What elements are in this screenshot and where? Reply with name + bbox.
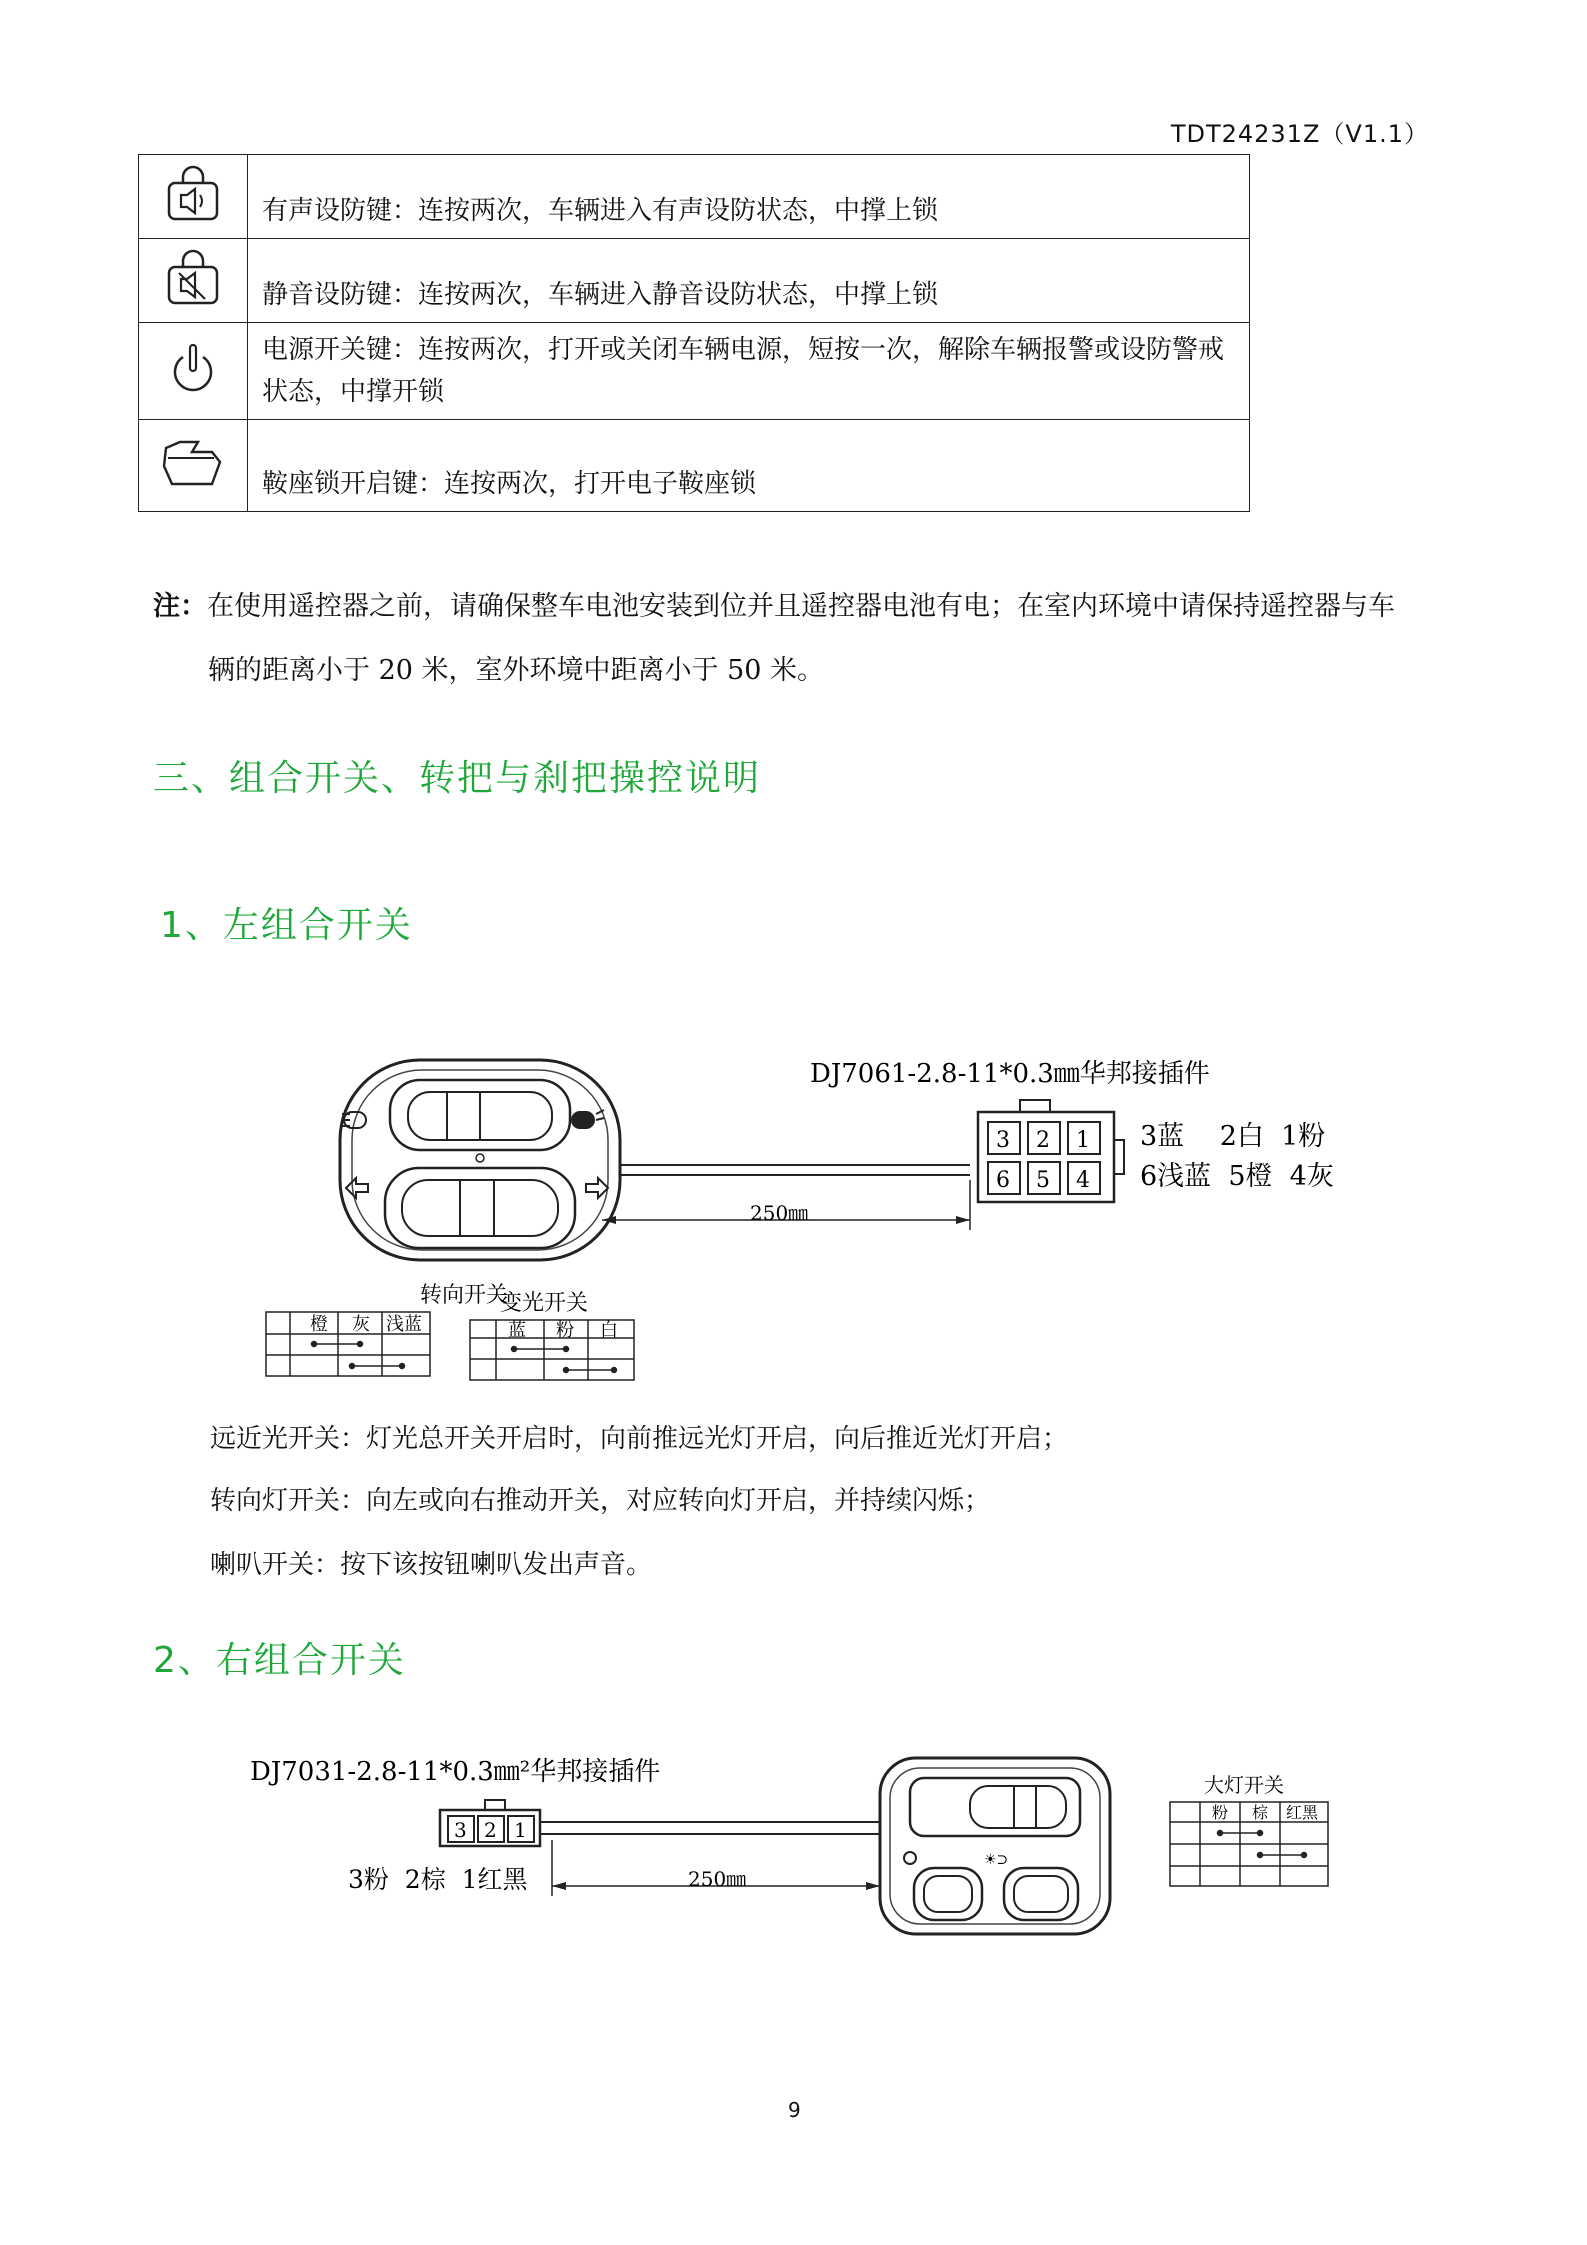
- beam-col: 蓝: [508, 1320, 526, 1341]
- mute-lock-icon: [139, 239, 248, 323]
- pin-label: 3: [996, 1128, 1010, 1153]
- lamp-col: 粉: [1212, 1803, 1229, 1822]
- beam-table-title: 变光开关: [500, 1291, 589, 1316]
- page-number: 9: [788, 2098, 801, 2122]
- turn-switch-desc: 转向灯开关：向左或向右推动开关，对应转向灯开启，并持续闪烁；: [210, 1486, 991, 1516]
- cable-length: 250㎜: [688, 1867, 747, 1891]
- speaker-lock-icon: [139, 155, 248, 239]
- wire-colors-2: 6浅蓝 5橙 4灰: [1140, 1161, 1334, 1192]
- cable-length: 250㎜: [750, 1201, 809, 1225]
- pin-label: 2: [484, 1818, 497, 1842]
- pin-label: 6: [996, 1168, 1010, 1193]
- pin-label: 4: [1076, 1168, 1090, 1193]
- lamp-col: 棕: [1252, 1803, 1269, 1822]
- pin-label: 1: [1076, 1128, 1090, 1153]
- button-desc: 有声设防键：连按两次，车辆进入有声设防状态，中撑上锁: [262, 196, 939, 226]
- right-switch-heading: 2、右组合开关: [153, 1640, 406, 1681]
- left-switch-diagram: [310, 1040, 1400, 1400]
- seat-icon: [139, 420, 248, 512]
- turn-col: 浅蓝: [386, 1314, 422, 1335]
- turn-col: 橙: [310, 1314, 328, 1335]
- high-beam-icon: [572, 1110, 604, 1128]
- lamp-table-title: 大灯开关: [1204, 1773, 1284, 1797]
- pin-label: 3: [454, 1818, 467, 1842]
- pin-label: 1: [514, 1818, 527, 1842]
- pin-label: 5: [1036, 1168, 1050, 1193]
- button-desc: 电源开关键：连按两次，打开或关闭车辆电源，短按一次，解除车辆报警或设防警戒状态，中撑开锁: [262, 335, 1225, 407]
- horn-dot-icon: [476, 1154, 484, 1162]
- usage-note: [153, 575, 1453, 703]
- sun-icon: [904, 1852, 916, 1864]
- remote-button-table: [138, 154, 1250, 512]
- headlight-icon: ☀⊃: [984, 1852, 1009, 1868]
- left-arrow-icon: [346, 1178, 368, 1198]
- power-icon: [139, 323, 248, 420]
- left-switch-heading: 1、左组合开关: [160, 905, 413, 946]
- button-desc: 静音设防键：连按两次，车辆进入静音设防状态，中撑上锁: [262, 280, 939, 310]
- beam-col: 白: [600, 1320, 618, 1341]
- turn-table-title: 转向开关: [420, 1283, 509, 1308]
- connector-label: DJ7061-2.8-11*0.3㎜华邦接插件: [810, 1059, 1210, 1089]
- note-line2: 辆的距离小于 20 米，室外环境中距离小于 50 米。: [208, 655, 825, 686]
- pin-label: 2: [1036, 1128, 1050, 1153]
- right-switch-diagram: [240, 1740, 1350, 1940]
- pin-grid: [988, 1122, 1100, 1194]
- note-line1: 在使用遥控器之前，请确保整车电池安装到位并且遥控器电池有电；在室内环境中请保持遥控器与车: [207, 591, 1395, 622]
- wire-colors-1: 3蓝 2白 1粉: [1140, 1121, 1326, 1152]
- section-heading: 三、组合开关、转把与刹把操控说明: [153, 758, 762, 799]
- document-id: TDT24231Z（V1.1）: [1170, 120, 1429, 148]
- right-arrow-icon: [586, 1178, 608, 1198]
- lamp-col: 红黑: [1286, 1803, 1319, 1822]
- turn-col: 灰: [352, 1314, 370, 1335]
- wire-colors: 3粉 2棕 1红黑: [348, 1865, 528, 1894]
- note-label: 注：: [153, 591, 207, 622]
- beam-col: 粉: [556, 1320, 574, 1341]
- horn-switch-desc: 喇叭开关：按下该按钮喇叭发出声音。: [210, 1550, 653, 1580]
- beam-switch-desc: 远近光开关：灯光总开关开启时，向前推远光灯开启，向后推近光灯开启；: [210, 1424, 1069, 1454]
- button-desc: 鞍座锁开启键：连按两次，打开电子鞍座锁: [262, 469, 757, 499]
- connector-label: DJ7031-2.8-11*0.3㎜²华邦接插件: [250, 1757, 661, 1787]
